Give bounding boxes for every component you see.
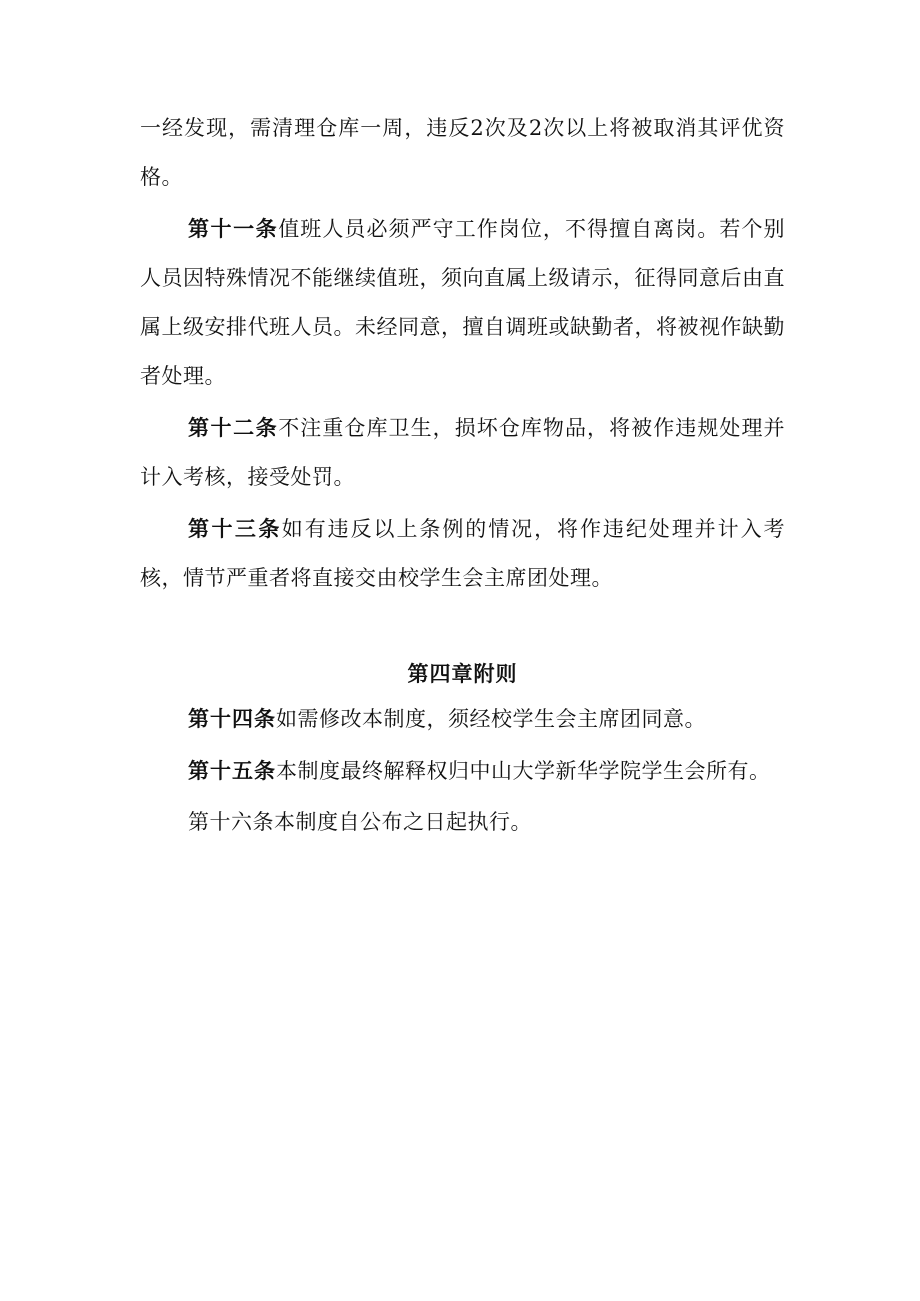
article-12	[140, 403, 785, 502]
article-11	[140, 204, 785, 401]
article-number: 第十三条	[188, 516, 282, 541]
chapter-heading: 第四章附则	[407, 661, 518, 686]
article-text: 第十六条本制度自公布之日起执行。	[188, 810, 532, 834]
article-13	[140, 504, 785, 603]
article-text: 值班人员必须严守工作岗位，不得擅自离岗。若个别人员因特殊情况不能继续值班，须向直属上级请示，征得同意后由直属上级安排代班人员。未经同意，擅自调班或缺勤者，将被视作缺勤者处理。	[140, 217, 786, 388]
article-text: 如需修改本制度，须经校学生会主席团同意。	[276, 707, 706, 731]
document-body	[140, 104, 785, 849]
article-number: 第十一条	[188, 216, 279, 241]
article-15	[140, 746, 785, 796]
article-16	[140, 798, 785, 847]
article-text: 本制度最终解释权归中山大学新华学院学生会所有。	[276, 759, 771, 783]
paragraph-continuation	[140, 104, 785, 202]
article-text: 不注重仓库卫生，损坏仓库物品，将被作违规处理并计入考核，接受处罚。	[140, 416, 786, 489]
article-14	[140, 694, 785, 744]
article-number: 第十四条	[188, 706, 276, 731]
article-number: 第十五条	[188, 758, 276, 783]
paragraph-text: 一经发现，需清理仓库一周，违反2次及2次以上将被取消其评优资格。	[140, 116, 785, 189]
article-text: 如有违反以上条例的情况，将作违纪处理并计入考核，情节严重者将直接交由校学生会主席团处理。	[140, 517, 786, 590]
section-spacer	[140, 605, 785, 654]
article-number: 第十二条	[188, 415, 279, 440]
